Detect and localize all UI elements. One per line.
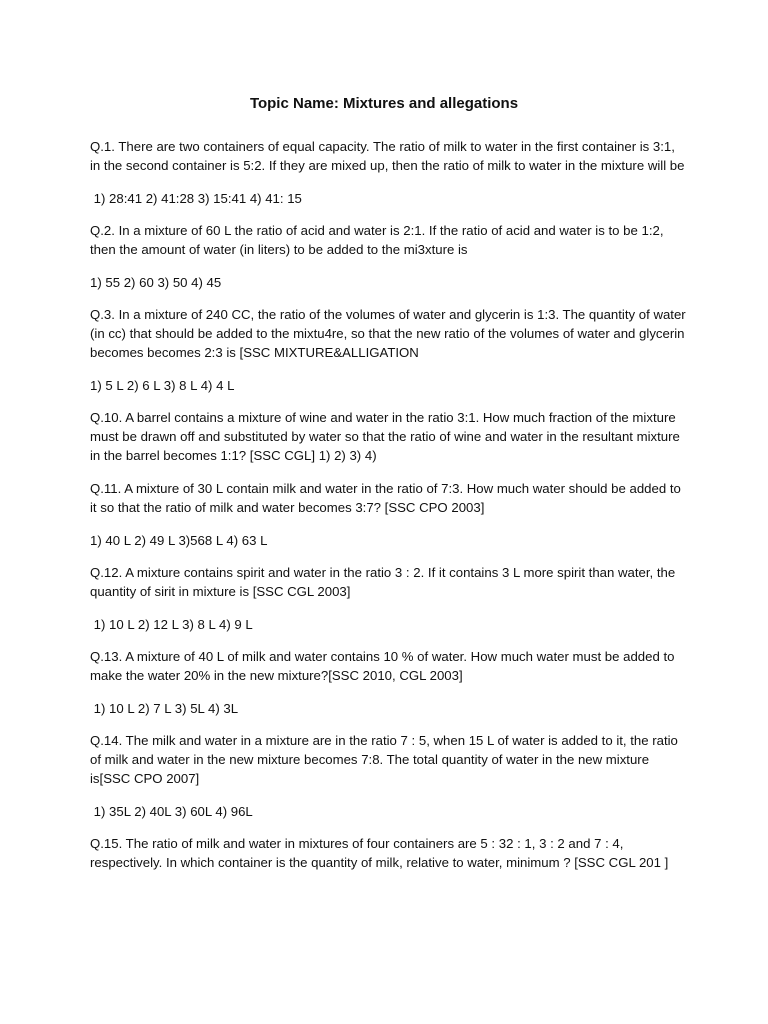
question-2-text: Q.2. In a mixture of 60 L the ratio of acid and water is 2:1. If the ratio of acid and water is to be 1:2, then the amount of water (in liters) to be added to the mi3xture is bbox=[90, 223, 664, 257]
question-10-text: Q.10. A barrel contains a mixture of wine and water in the ratio 3:1. How much fraction of the mixture must be drawn off and substituted by water so that the ratio of wine and water in the resultant mixture in the barrel becomes 1:1? [SSC CGL] 1) 2) 3) 4) bbox=[90, 410, 680, 463]
question-13-text: Q.13. A mixture of 40 L of milk and water contains 10 % of water. How much water must be added to make the water 20% in the new mixture?[SSC 2010, CGL 2003] bbox=[90, 649, 675, 683]
question-12-options: 1) 10 L 2) 12 L 3) 8 L 4) 9 L bbox=[90, 617, 253, 632]
question-14-text: Q.14. The milk and water in a mixture are in the ratio 7 : 5, when 15 L of water is added to it, the ratio of milk and water in the new mixture becomes 7:8. The total quantity of water in the new mixture is[SSC CPO 2007] bbox=[90, 733, 678, 786]
question-12-text: Q.12. A mixture contains spirit and water in the ratio 3 : 2. If it contains 3 L more spirit than water, the quantity of sirit in mixture is [SSC CGL 2003] bbox=[90, 565, 676, 599]
question-13-options: 1) 10 L 2) 7 L 3) 5L 4) 3L bbox=[90, 701, 239, 716]
question-11-text: Q.11. A mixture of 30 L contain milk and water in the ratio of 7:3. How much water should be added to it so that the ratio of milk and water becomes 3:7? [SSC CPO 2003] bbox=[90, 481, 681, 515]
page-title: Topic Name: Mixtures and allegations bbox=[249, 95, 519, 112]
question-3-options: 1) 5 L 2) 6 L 3) 8 L 4) 4 L bbox=[90, 378, 235, 393]
question-3-text: Q.3. In a mixture of 240 CC, the ratio of the volumes of water and glycerin is 1:3. The quantity of water (in cc) that should be added to the mixtu4re, so that the new ratio of the volumes of water and glycerin becomes becomes 2:3 is [SSC MIXTURE&ALLIGATION bbox=[90, 307, 686, 360]
question-14-options: 1) 35L 2) 40L 3) 60L 4) 96L bbox=[90, 804, 253, 819]
question-list bbox=[90, 137, 686, 886]
question-2-options: 1) 55 2) 60 3) 50 4) 45 bbox=[90, 275, 222, 290]
question-15-text: Q.15. The ratio of milk and water in mixtures of four containers are 5 : 32 : 1, 3 : 2 and 7 : 4, respectively. In which container is the quantity of milk, relative to water, minimum ? [SSC CGL 201 ] bbox=[90, 836, 669, 870]
question-1-text: Q.1. There are two containers of equal capacity. The ratio of milk to water in the first container is 3:1, in the second container is 5:2. If they are mixed up, then the ratio of milk to water in the mixture will be bbox=[90, 139, 685, 173]
question-11-options: 1) 40 L 2) 49 L 3)568 L 4) 63 L bbox=[90, 533, 268, 548]
question-1-options: 1) 28:41 2) 41:28 3) 15:41 4) 41: 15 bbox=[90, 191, 302, 206]
